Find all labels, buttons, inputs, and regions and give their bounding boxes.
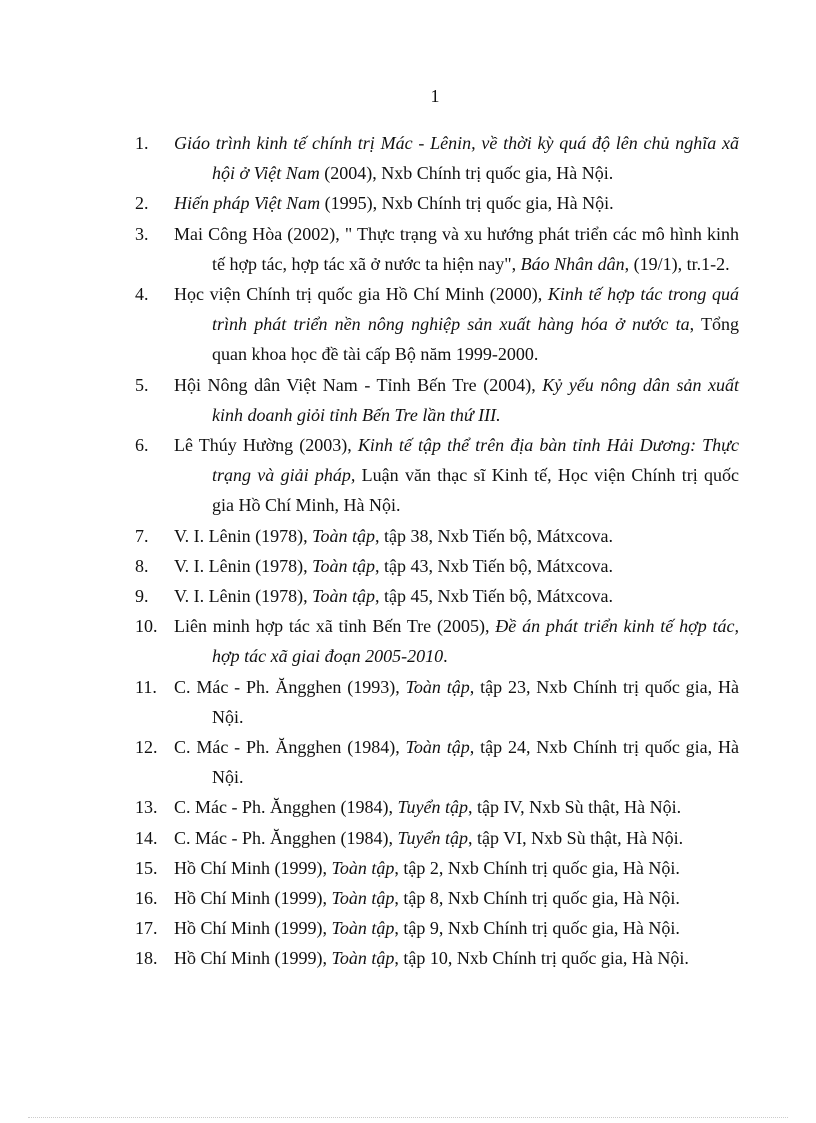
reference-title-text: Hiến pháp Việt Nam: [174, 193, 321, 214]
reference-item: [0, 219, 739, 279]
reference-number: 1.: [135, 133, 149, 153]
reference-title-text: Toàn tập: [312, 586, 376, 607]
reference-text: Hồ Chí Minh (1999),: [174, 948, 332, 969]
page-number: 1: [430, 86, 440, 106]
reference-number: 8.: [135, 555, 149, 576]
reference-title-text: Tuyển tập: [397, 797, 468, 818]
reference-item: [0, 521, 739, 551]
reference-item: [0, 370, 739, 430]
reference-text: Mai Công Hòa (2002), " Thực trạng và xu hướng phát triển các mô hình kinh tế hợp tác, hợp tác xã ở nước ta hiện nay",: [174, 223, 739, 274]
reference-number: 4.: [135, 284, 149, 305]
reference-number: 7.: [135, 525, 149, 546]
reference-number: 13.: [135, 797, 158, 818]
reference-text: , tập VI, Nxb Sù thật, Hà Nội.: [467, 827, 684, 848]
reference-title-text: Toàn tập: [405, 676, 470, 697]
reference-item: [0, 732, 739, 792]
reference-title-text: Kinh tế tập thể trên địa bàn tỉnh Hải Dương: Thực trạng và giải pháp,: [212, 435, 739, 486]
reference-number: 2.: [135, 193, 149, 214]
reference-item: [0, 279, 739, 370]
reference-item: [0, 792, 739, 822]
page-bottom-divider: [28, 1117, 788, 1118]
reference-title-text: Toàn tập: [405, 737, 470, 758]
reference-text: V. I. Lênin (1978),: [174, 555, 313, 576]
reference-number: 17.: [135, 918, 158, 939]
reference-item: [0, 128, 739, 188]
reference-text: , tập 2, Nxb Chính trị quốc gia, Hà Nội.: [394, 857, 680, 878]
reference-text: , tập 45, Nxb Tiến bộ, Mátxcova.: [375, 586, 614, 607]
reference-text: Lê Thúy Hường (2003),: [174, 435, 358, 456]
reference-text: .: [443, 646, 448, 667]
reference-text: C. Mác - Ph. Ăngghen (1984),: [174, 797, 398, 818]
reference-number: 5.: [135, 374, 149, 395]
reference-number: 14.: [135, 827, 158, 848]
reference-text: Liên minh hợp tác xã tỉnh Bến Tre (2005),: [174, 616, 496, 637]
reference-number: 6.: [135, 435, 149, 456]
reference-number: 16.: [135, 888, 158, 909]
reference-number: 15.: [135, 857, 158, 878]
reference-text: , tập IV, Nxb Sù thật, Hà Nội.: [467, 797, 682, 818]
reference-title-text: Toàn tập: [312, 555, 376, 576]
reference-number: 10.: [135, 616, 158, 637]
reference-item: [0, 823, 739, 853]
reference-text: , tập 23, Nxb Chính trị quốc gia, Hà Nội.: [212, 676, 739, 727]
reference-text: V. I. Lênin (1978),: [174, 525, 313, 546]
reference-text: , tập 8, Nxb Chính trị quốc gia, Hà Nội.: [394, 888, 680, 909]
reference-text: Hồ Chí Minh (1999),: [174, 918, 332, 939]
reference-text: C. Mác - Ph. Ăngghen (1984),: [174, 737, 406, 758]
reference-item: [0, 581, 739, 611]
reference-title-text: Toàn tập: [331, 948, 395, 969]
reference-text: , tập 24, Nxb Chính trị quốc gia, Hà Nội.: [212, 737, 739, 788]
reference-text: Hồ Chí Minh (1999),: [174, 857, 332, 878]
reference-text: , (19/1), tr.1-2.: [624, 253, 730, 274]
reference-text: V. I. Lênin (1978),: [174, 586, 313, 607]
reference-text: Học viện Chính trị quốc gia Hồ Chí Minh (2000),: [174, 284, 548, 305]
reference-title-text: Toàn tập: [331, 888, 395, 909]
reference-title-text: Toàn tập: [331, 918, 395, 939]
reference-item: [0, 943, 739, 973]
reference-text: Luận văn thạc sĩ Kinh tế, Học viện Chính trị quốc gia Hồ Chí Minh, Hà Nội.: [212, 465, 739, 516]
reference-title-text: Báo Nhân dân: [520, 253, 625, 274]
reference-item: [0, 883, 739, 913]
reference-text: , tập 43, Nxb Tiến bộ, Mátxcova.: [375, 555, 614, 576]
reference-item: [0, 853, 739, 883]
reference-title-text: Giáo trình kinh tế chính trị Mác - Lênin, về thời kỳ quá độ lên chủ nghĩa xã hội ở Việt Nam: [174, 133, 739, 184]
reference-item: [0, 672, 739, 732]
reference-title-text: Kỷ yếu nông dân sản xuất kinh doanh giỏi tỉnh Bến Tre lần thứ III.: [212, 374, 740, 425]
reference-list: [0, 128, 816, 974]
reference-title-text: Đề án phát triển kinh tế hợp tác, hợp tác xã giai đoạn 2005-2010: [212, 616, 740, 667]
reference-item: [0, 188, 739, 218]
reference-text: C. Mác - Ph. Ăngghen (1984),: [174, 827, 398, 848]
reference-item: [0, 611, 739, 671]
reference-text: (2004), Nxb Chính trị quốc gia, Hà Nội.: [319, 163, 614, 184]
reference-text: , Tổng quan khoa học đề tài cấp Bộ năm 1999-2000.: [212, 314, 740, 365]
reference-number: 9.: [135, 586, 149, 607]
reference-title-text: Toàn tập: [331, 857, 395, 878]
reference-number: 18.: [135, 948, 158, 969]
reference-item: [0, 551, 739, 581]
reference-text: Hồ Chí Minh (1999),: [174, 888, 332, 909]
reference-text: , tập 38, Nxb Tiến bộ, Mátxcova.: [375, 525, 614, 546]
reference-number: 11.: [135, 676, 157, 697]
reference-text: (1995), Nxb Chính trị quốc gia, Hà Nội.: [320, 193, 614, 214]
reference-text: C. Mác - Ph. Ăngghen (1993),: [174, 676, 406, 697]
reference-number: 3.: [135, 223, 149, 244]
reference-item: [0, 913, 739, 943]
reference-text: Hội Nông dân Việt Nam - Tỉnh Bến Tre (2004),: [174, 374, 543, 395]
reference-text: , tập 10, Nxb Chính trị quốc gia, Hà Nội.: [394, 948, 689, 969]
reference-number: 12.: [135, 737, 158, 758]
reference-title-text: Kinh tế hợp tác trong quá trình phát triển nền nông nghiệp sản xuất hàng hóa ở nước ta: [212, 284, 739, 335]
reference-text: , tập 9, Nxb Chính trị quốc gia, Hà Nội.: [394, 918, 680, 939]
reference-title-text: Tuyển tập: [397, 827, 468, 848]
reference-item: [0, 430, 739, 521]
reference-title-text: Toàn tập: [312, 525, 376, 546]
